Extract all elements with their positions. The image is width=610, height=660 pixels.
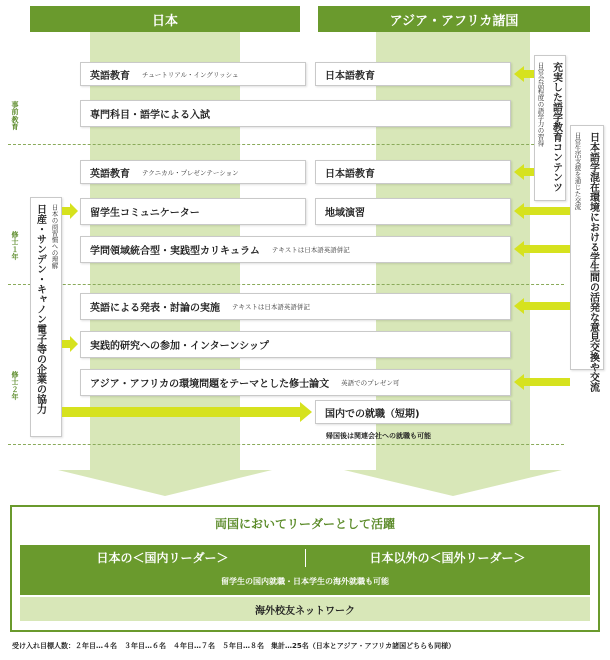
box-main-text: 国内での就職（短期)	[325, 408, 420, 420]
arrow-to-curriculum	[514, 241, 570, 257]
side-right-big-line2: 日常生活支援を通じた交流	[573, 132, 582, 210]
box-sub-text: 英語でのプレゼン可	[341, 379, 400, 387]
box-main-text: 日本語教育	[325, 70, 375, 82]
arrow-to-regional	[514, 203, 570, 219]
box-main-text: 専門科目・語学による入試	[90, 110, 210, 121]
arrow-to-thesis	[514, 374, 570, 390]
header-aa-label: アジア・アフリカ諸国	[389, 13, 519, 29]
box-main-text: 実践的研究への参加・インターンシップ	[90, 341, 269, 352]
foreign-leader: 日本以外の＜国外リーダー＞	[369, 551, 526, 565]
box-main-text: 英語による発表・討論の実施	[90, 303, 220, 314]
box-main-text: 留学生コミュニケーター	[90, 208, 200, 219]
box-main-text: 英語教育	[90, 70, 130, 82]
box-main-text: 英語教育	[90, 168, 130, 180]
arrow-to-jp-edu-1	[514, 66, 534, 82]
phase-m2-label: 修士２年	[11, 371, 19, 402]
arrow-to-jp-edu-2	[514, 164, 534, 180]
domestic-leader: 日本の＜国内リーダー＞	[96, 551, 229, 565]
side-right-top-line2: 日常会話程度の語学力の習得	[536, 62, 545, 147]
alumni-network-label: 海外校友ネットワーク	[255, 606, 355, 617]
phase-pre-label: 事前教育	[11, 101, 19, 132]
box-main-text: 学問領域統合型・実践型カリキュラム	[90, 246, 260, 257]
employment-note: 帰国後は関連会社への就職も可能	[326, 432, 431, 440]
box-sub-text: テクニカル・プレゼンテーション	[142, 168, 239, 177]
side-left-line1: 日本の商習慣への理解	[50, 204, 59, 269]
box-sub-text: テキストは日本語英語併記	[271, 246, 350, 254]
side-right-big-line1: 日本語学混在環境における学生間の活発な意見交換や交流	[587, 132, 599, 392]
box-sub-text: チュートリアル・イングリッシュ	[142, 70, 239, 79]
outcome-title: 両国においてリーダーとして活躍	[214, 517, 395, 531]
header-japan-label: 日本	[151, 13, 178, 29]
employment-possibility-note: 留学生の国内就職・日本学生の海外就職も可能	[221, 577, 389, 586]
box-main-text: 地域演習	[325, 208, 365, 219]
box-main-text: アジア・アフリカの環境問題をテーマとした修士論文	[90, 379, 330, 390]
arrow-to-communicator	[62, 203, 78, 219]
target-enrollment-footnote: 受け入れ目標人数：２年目…４名 ３年目…６名 ４年目…７名 ５年目…８名 集計…25名（日本とアジア・アフリカ諸国どちらも同様）	[12, 642, 456, 650]
arrow-to-employment	[62, 402, 312, 422]
side-left-line2: 日産・サンデン・キャノン電子等の企業の協力	[34, 204, 46, 414]
arrow-to-presentation	[514, 298, 570, 314]
box-sub-text: テキストは日本語英語併記	[232, 303, 310, 311]
phase-m1-label: 修士１年	[11, 231, 19, 262]
box-main-text: 日本語教育	[325, 168, 375, 180]
side-right-top-line1: 充実した語学教育コンテンツ	[550, 62, 562, 192]
arrow-to-internship	[62, 336, 78, 352]
